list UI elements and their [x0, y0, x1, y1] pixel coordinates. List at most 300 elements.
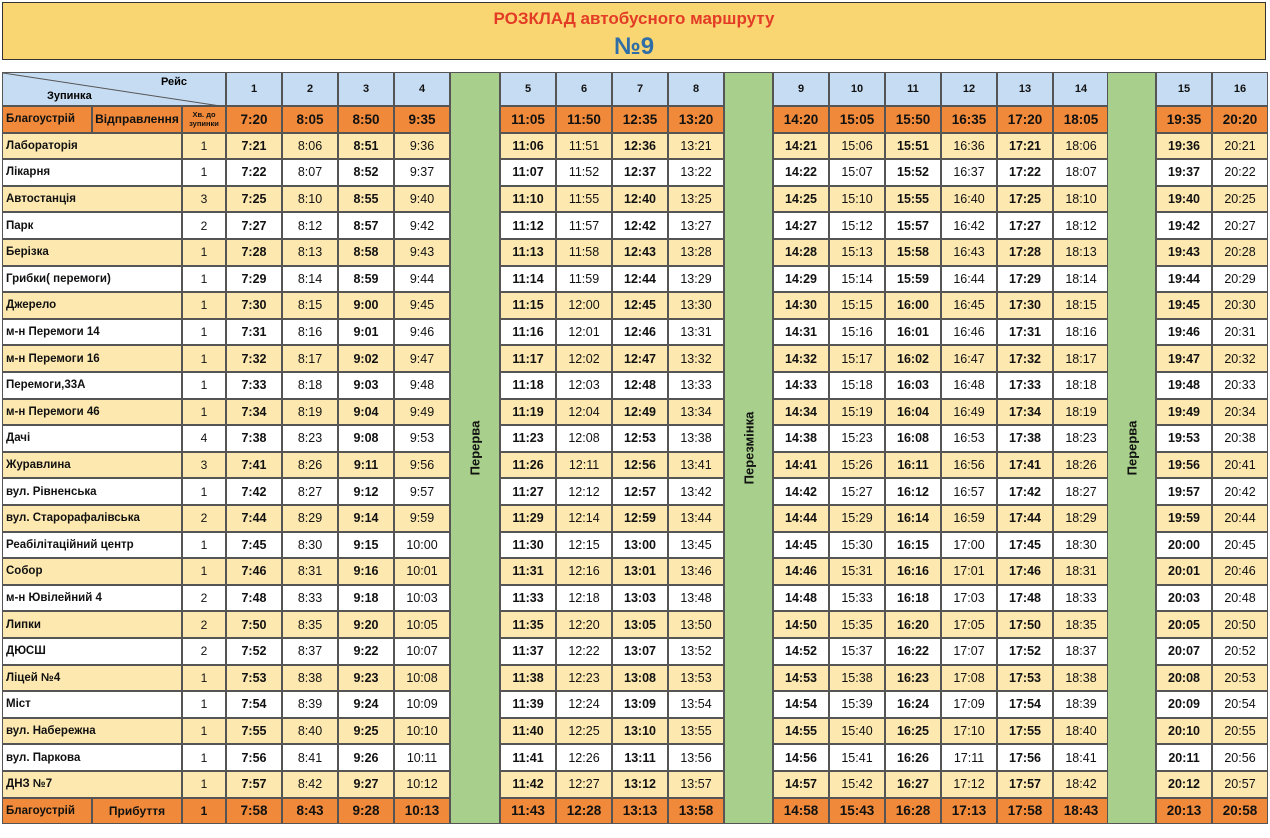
stop-time: 7:53 [226, 665, 282, 692]
stop-time: 15:41 [829, 744, 885, 771]
stop-time: 15:57 [885, 212, 941, 239]
stop-time: 13:55 [668, 718, 724, 745]
trip-number-header: 2 [282, 72, 338, 106]
stop-time: 17:27 [997, 212, 1053, 239]
stop-time: 11:38 [500, 665, 556, 692]
break-column [1107, 72, 1156, 824]
stop-time: 17:55 [997, 718, 1053, 745]
stop-name: Автостанція [2, 186, 182, 213]
stop-time: 14:34 [773, 399, 829, 426]
stop-time: 16:40 [941, 186, 997, 213]
arrival-time: 11:43 [500, 798, 556, 825]
stop-time: 14:31 [773, 319, 829, 346]
stop-time: 20:46 [1212, 558, 1268, 585]
stop-time: 9:49 [394, 399, 450, 426]
title-banner [2, 2, 1266, 60]
stop-time: 13:31 [668, 319, 724, 346]
stop-time: 13:01 [612, 558, 668, 585]
stop-time: 14:33 [773, 372, 829, 399]
stop-minutes: 2 [182, 585, 226, 612]
stop-time: 12:43 [612, 239, 668, 266]
stop-time: 17:29 [997, 266, 1053, 293]
stop-time: 18:19 [1053, 399, 1109, 426]
stop-time: 11:35 [500, 611, 556, 638]
stop-time: 10:08 [394, 665, 450, 692]
stop-time: 17:34 [997, 399, 1053, 426]
stop-time: 7:52 [226, 638, 282, 665]
stop-time: 13:03 [612, 585, 668, 612]
stop-time: 8:27 [282, 478, 338, 505]
stop-time: 17:28 [997, 239, 1053, 266]
stop-time: 18:27 [1053, 478, 1109, 505]
stop-time: 7:27 [226, 212, 282, 239]
departure-time: 13:20 [668, 106, 724, 133]
stop-time: 15:27 [829, 478, 885, 505]
stop-time: 9:48 [394, 372, 450, 399]
stop-time: 8:23 [282, 425, 338, 452]
stop-time: 11:26 [500, 452, 556, 479]
stop-time: 8:16 [282, 319, 338, 346]
stop-time: 8:37 [282, 638, 338, 665]
departure-time: 8:05 [282, 106, 338, 133]
stop-time: 17:22 [997, 159, 1053, 186]
stop-time: 17:50 [997, 611, 1053, 638]
stop-time: 18:07 [1053, 159, 1109, 186]
departure-time: 19:35 [1156, 106, 1212, 133]
stop-time: 12:44 [612, 266, 668, 293]
stop-minutes: 1 [182, 558, 226, 585]
stop-time: 13:29 [668, 266, 724, 293]
stop-time: 11:59 [556, 266, 612, 293]
stop-time: 14:30 [773, 292, 829, 319]
departure-time: 20:20 [1212, 106, 1268, 133]
arrival-time: 17:58 [997, 798, 1053, 825]
stop-time: 15:55 [885, 186, 941, 213]
stop-time: 11:29 [500, 505, 556, 532]
stop-time: 7:57 [226, 771, 282, 798]
stop-time: 12:49 [612, 399, 668, 426]
stop-time: 9:18 [338, 585, 394, 612]
stop-minutes: 1 [182, 478, 226, 505]
break-label: Перерва [1124, 420, 1139, 476]
stop-time: 13:52 [668, 638, 724, 665]
stop-time: 9:40 [394, 186, 450, 213]
stop-time: 12:40 [612, 186, 668, 213]
stop-time: 16:43 [941, 239, 997, 266]
departure-time: 15:05 [829, 106, 885, 133]
stop-time: 13:41 [668, 452, 724, 479]
stop-header-label: Зупинка [47, 90, 92, 102]
stop-minutes: 1 [182, 399, 226, 426]
stop-time: 20:00 [1156, 532, 1212, 559]
stop-time: 18:14 [1053, 266, 1109, 293]
stop-time: 11:58 [556, 239, 612, 266]
trip-number-header: 7 [612, 72, 668, 106]
stop-time: 17:42 [997, 478, 1053, 505]
stop-time: 8:26 [282, 452, 338, 479]
stop-time: 15:13 [829, 239, 885, 266]
stop-time: 20:53 [1212, 665, 1268, 692]
stop-time: 20:42 [1212, 478, 1268, 505]
stop-time: 9:24 [338, 691, 394, 718]
arrival-time: 16:28 [885, 798, 941, 825]
arrival-label: Прибуття [92, 798, 182, 825]
stop-time: 16:48 [941, 372, 997, 399]
stop-time: 11:31 [500, 558, 556, 585]
stop-time: 7:29 [226, 266, 282, 293]
stop-time: 16:45 [941, 292, 997, 319]
stop-time: 18:18 [1053, 372, 1109, 399]
stop-time: 9:11 [338, 452, 394, 479]
stop-time: 11:57 [556, 212, 612, 239]
trip-number-header: 15 [1156, 72, 1212, 106]
stop-time: 14:42 [773, 478, 829, 505]
stop-time: 7:55 [226, 718, 282, 745]
stop-time: 15:10 [829, 186, 885, 213]
stop-time: 12:47 [612, 345, 668, 372]
stop-time: 9:08 [338, 425, 394, 452]
stop-minutes: 1 [182, 691, 226, 718]
stop-time: 12:03 [556, 372, 612, 399]
arrival-time: 7:58 [226, 798, 282, 825]
stop-time: 13:05 [612, 611, 668, 638]
stop-time: 12:22 [556, 638, 612, 665]
stop-time: 8:07 [282, 159, 338, 186]
stop-time: 15:37 [829, 638, 885, 665]
stop-time: 7:42 [226, 478, 282, 505]
stop-time: 15:40 [829, 718, 885, 745]
stop-time: 15:19 [829, 399, 885, 426]
stop-time: 15:23 [829, 425, 885, 452]
stop-time: 13:45 [668, 532, 724, 559]
stop-name: Реабілітаційний центр [2, 532, 182, 559]
stop-time: 9:00 [338, 292, 394, 319]
shift-change-label: Перезмінка [741, 411, 756, 485]
stop-time: 14:52 [773, 638, 829, 665]
stop-time: 12:14 [556, 505, 612, 532]
stop-time: 13:21 [668, 133, 724, 160]
stop-time: 17:01 [941, 558, 997, 585]
stop-time: 17:54 [997, 691, 1053, 718]
departure-time: 16:35 [941, 106, 997, 133]
stop-time: 20:55 [1212, 718, 1268, 745]
stop-time: 8:55 [338, 186, 394, 213]
stop-time: 8:41 [282, 744, 338, 771]
stop-time: 20:38 [1212, 425, 1268, 452]
stop-time: 13:28 [668, 239, 724, 266]
stop-time: 17:21 [997, 133, 1053, 160]
stop-time: 15:52 [885, 159, 941, 186]
stop-time: 7:41 [226, 452, 282, 479]
trip-number-header: 13 [997, 72, 1053, 106]
stop-time: 8:29 [282, 505, 338, 532]
stop-time: 13:38 [668, 425, 724, 452]
page-title: РОЗКЛАД автобусного маршруту [493, 9, 775, 28]
stop-time: 16:08 [885, 425, 941, 452]
stop-time: 19:56 [1156, 452, 1212, 479]
stop-time: 19:46 [1156, 319, 1212, 346]
stop-time: 11:10 [500, 186, 556, 213]
stop-time: 9:26 [338, 744, 394, 771]
stop-minutes: 1 [182, 159, 226, 186]
stop-time: 7:32 [226, 345, 282, 372]
stop-time: 20:22 [1212, 159, 1268, 186]
stop-time: 19:49 [1156, 399, 1212, 426]
stop-time: 9:01 [338, 319, 394, 346]
stop-time: 11:55 [556, 186, 612, 213]
stop-time: 20:10 [1156, 718, 1212, 745]
stop-time: 14:29 [773, 266, 829, 293]
trip-number-header: 3 [338, 72, 394, 106]
arrival-time: 20:13 [1156, 798, 1212, 825]
stop-time: 11:17 [500, 345, 556, 372]
stop-time: 15:26 [829, 452, 885, 479]
stop-name: Міст [2, 691, 182, 718]
stop-time: 9:23 [338, 665, 394, 692]
stop-time: 20:28 [1212, 239, 1268, 266]
stop-time: 12:15 [556, 532, 612, 559]
trip-number-header: 6 [556, 72, 612, 106]
stop-time: 8:39 [282, 691, 338, 718]
stop-time: 15:18 [829, 372, 885, 399]
stop-time: 9:14 [338, 505, 394, 532]
stop-minutes: 3 [182, 452, 226, 479]
stop-time: 7:44 [226, 505, 282, 532]
stop-time: 12:08 [556, 425, 612, 452]
stop-time: 14:28 [773, 239, 829, 266]
stop-time: 16:02 [885, 345, 941, 372]
stop-time: 12:20 [556, 611, 612, 638]
stop-time: 7:46 [226, 558, 282, 585]
stop-time: 20:30 [1212, 292, 1268, 319]
stop-name: Журавлина [2, 452, 182, 479]
stop-time: 18:40 [1053, 718, 1109, 745]
stop-time: 10:07 [394, 638, 450, 665]
stop-time: 14:41 [773, 452, 829, 479]
departure-time: 12:35 [612, 106, 668, 133]
trip-number-header: 10 [829, 72, 885, 106]
stop-time: 18:13 [1053, 239, 1109, 266]
stop-time: 13:09 [612, 691, 668, 718]
stop-time: 12:24 [556, 691, 612, 718]
stop-time: 13:07 [612, 638, 668, 665]
minutes-header: Хв. до зупинки [182, 106, 226, 133]
departure-time: 11:05 [500, 106, 556, 133]
stop-time: 7:34 [226, 399, 282, 426]
stop-time: 15:07 [829, 159, 885, 186]
stop-time: 12:56 [612, 452, 668, 479]
stop-time: 19:44 [1156, 266, 1212, 293]
stop-time: 9:16 [338, 558, 394, 585]
stop-time: 9:59 [394, 505, 450, 532]
stop-time: 8:33 [282, 585, 338, 612]
arrival-time: 18:43 [1053, 798, 1109, 825]
arrival-time: 10:13 [394, 798, 450, 825]
stop-time: 15:31 [829, 558, 885, 585]
stop-time: 17:11 [941, 744, 997, 771]
stop-time: 19:47 [1156, 345, 1212, 372]
stop-time: 13:11 [612, 744, 668, 771]
stop-time: 11:52 [556, 159, 612, 186]
stop-time: 9:22 [338, 638, 394, 665]
departure-time: 17:20 [997, 106, 1053, 133]
stop-time: 11:19 [500, 399, 556, 426]
stop-time: 17:08 [941, 665, 997, 692]
stop-time: 10:05 [394, 611, 450, 638]
stop-time: 11:40 [500, 718, 556, 745]
stop-time: 14:46 [773, 558, 829, 585]
stop-time: 14:32 [773, 345, 829, 372]
stop-time: 18:39 [1053, 691, 1109, 718]
stop-name: Перемоги,33А [2, 372, 182, 399]
stop-time: 8:10 [282, 186, 338, 213]
stop-time: 16:14 [885, 505, 941, 532]
break-column [450, 72, 500, 824]
departure-time: 14:20 [773, 106, 829, 133]
stop-time: 9:15 [338, 532, 394, 559]
stop-minutes: 1 [182, 319, 226, 346]
stop-time: 12:02 [556, 345, 612, 372]
stop-time: 14:54 [773, 691, 829, 718]
stop-minutes: 3 [182, 186, 226, 213]
stop-time: 11:30 [500, 532, 556, 559]
stop-time: 11:18 [500, 372, 556, 399]
stop-time: 7:25 [226, 186, 282, 213]
stop-time: 14:45 [773, 532, 829, 559]
stop-time: 16:44 [941, 266, 997, 293]
arrival-time: 15:43 [829, 798, 885, 825]
stop-name: вул. Старорафалівська [2, 505, 182, 532]
stop-time: 13:27 [668, 212, 724, 239]
stop-time: 11:37 [500, 638, 556, 665]
stop-time: 8:35 [282, 611, 338, 638]
stop-time: 9:43 [394, 239, 450, 266]
stop-time: 16:47 [941, 345, 997, 372]
stop-time: 14:21 [773, 133, 829, 160]
stop-time: 20:25 [1212, 186, 1268, 213]
stop-time: 16:26 [885, 744, 941, 771]
stop-time: 20:33 [1212, 372, 1268, 399]
stop-time: 11:13 [500, 239, 556, 266]
shift-change-column [724, 72, 773, 824]
stop-time: 9:53 [394, 425, 450, 452]
stop-time: 12:53 [612, 425, 668, 452]
stop-time: 15:30 [829, 532, 885, 559]
break-label: Перерва [467, 420, 483, 476]
stop-time: 17:31 [997, 319, 1053, 346]
stop-time: 18:42 [1053, 771, 1109, 798]
stop-time: 8:14 [282, 266, 338, 293]
trip-number-header: 9 [773, 72, 829, 106]
stop-minutes: 1 [182, 239, 226, 266]
stop-time: 16:53 [941, 425, 997, 452]
stop-time: 7:30 [226, 292, 282, 319]
stop-time: 17:56 [997, 744, 1053, 771]
stop-name: Собор [2, 558, 182, 585]
stop-time: 14:50 [773, 611, 829, 638]
stop-name: м-н Ювілейний 4 [2, 585, 182, 612]
stop-time: 17:00 [941, 532, 997, 559]
stop-time: 8:18 [282, 372, 338, 399]
stop-minutes: 1 [182, 532, 226, 559]
stop-time: 13:54 [668, 691, 724, 718]
stop-time: 11:42 [500, 771, 556, 798]
stop-time: 16:16 [885, 558, 941, 585]
stop-time: 18:29 [1053, 505, 1109, 532]
stop-time: 11:14 [500, 266, 556, 293]
stop-name: м-н Перемоги 14 [2, 319, 182, 346]
stop-time: 16:25 [885, 718, 941, 745]
stop-minutes: 4 [182, 425, 226, 452]
stop-time: 11:33 [500, 585, 556, 612]
stop-minutes: 1 [182, 372, 226, 399]
stop-time: 19:45 [1156, 292, 1212, 319]
stop-time: 15:51 [885, 133, 941, 160]
trip-number-header: 12 [941, 72, 997, 106]
stop-minutes: 1 [182, 718, 226, 745]
stop-time: 12:12 [556, 478, 612, 505]
stop-time: 9:27 [338, 771, 394, 798]
stop-time: 20:48 [1212, 585, 1268, 612]
stop-time: 13:33 [668, 372, 724, 399]
stop-time: 12:16 [556, 558, 612, 585]
stop-time: 17:25 [997, 186, 1053, 213]
stop-time: 20:21 [1212, 133, 1268, 160]
arrival-time: 20:58 [1212, 798, 1268, 825]
stop-time: 14:48 [773, 585, 829, 612]
stop-time: 11:39 [500, 691, 556, 718]
stop-time: 17:53 [997, 665, 1053, 692]
stop-time: 8:57 [338, 212, 394, 239]
stop-time: 12:25 [556, 718, 612, 745]
stop-time: 12:27 [556, 771, 612, 798]
stop-time: 20:50 [1212, 611, 1268, 638]
stop-time: 19:42 [1156, 212, 1212, 239]
stop-time: 12:00 [556, 292, 612, 319]
stop-time: 20:34 [1212, 399, 1268, 426]
trip-number-header: 5 [500, 72, 556, 106]
stop-time: 12:46 [612, 319, 668, 346]
stop-time: 9:56 [394, 452, 450, 479]
stop-time: 10:09 [394, 691, 450, 718]
stop-minutes: 2 [182, 212, 226, 239]
stop-time: 9:03 [338, 372, 394, 399]
trip-number-header: 14 [1053, 72, 1109, 106]
stop-time: 9:37 [394, 159, 450, 186]
stop-time: 17:38 [997, 425, 1053, 452]
stop-time: 7:22 [226, 159, 282, 186]
stop-time: 11:27 [500, 478, 556, 505]
stop-time: 13:12 [612, 771, 668, 798]
stop-time: 18:23 [1053, 425, 1109, 452]
stop-time: 12:11 [556, 452, 612, 479]
stop-time: 10:03 [394, 585, 450, 612]
stop-time: 17:57 [997, 771, 1053, 798]
stop-name: Лікарня [2, 159, 182, 186]
stop-time: 16:46 [941, 319, 997, 346]
stop-time: 20:08 [1156, 665, 1212, 692]
stop-time: 8:51 [338, 133, 394, 160]
stop-time: 13:48 [668, 585, 724, 612]
stop-name: Лабораторія [2, 133, 182, 160]
stop-time: 13:53 [668, 665, 724, 692]
stop-time: 17:12 [941, 771, 997, 798]
stop-time: 18:35 [1053, 611, 1109, 638]
arrival-time: 14:58 [773, 798, 829, 825]
stop-time: 16:23 [885, 665, 941, 692]
arrival-time: 8:43 [282, 798, 338, 825]
stop-time: 14:38 [773, 425, 829, 452]
